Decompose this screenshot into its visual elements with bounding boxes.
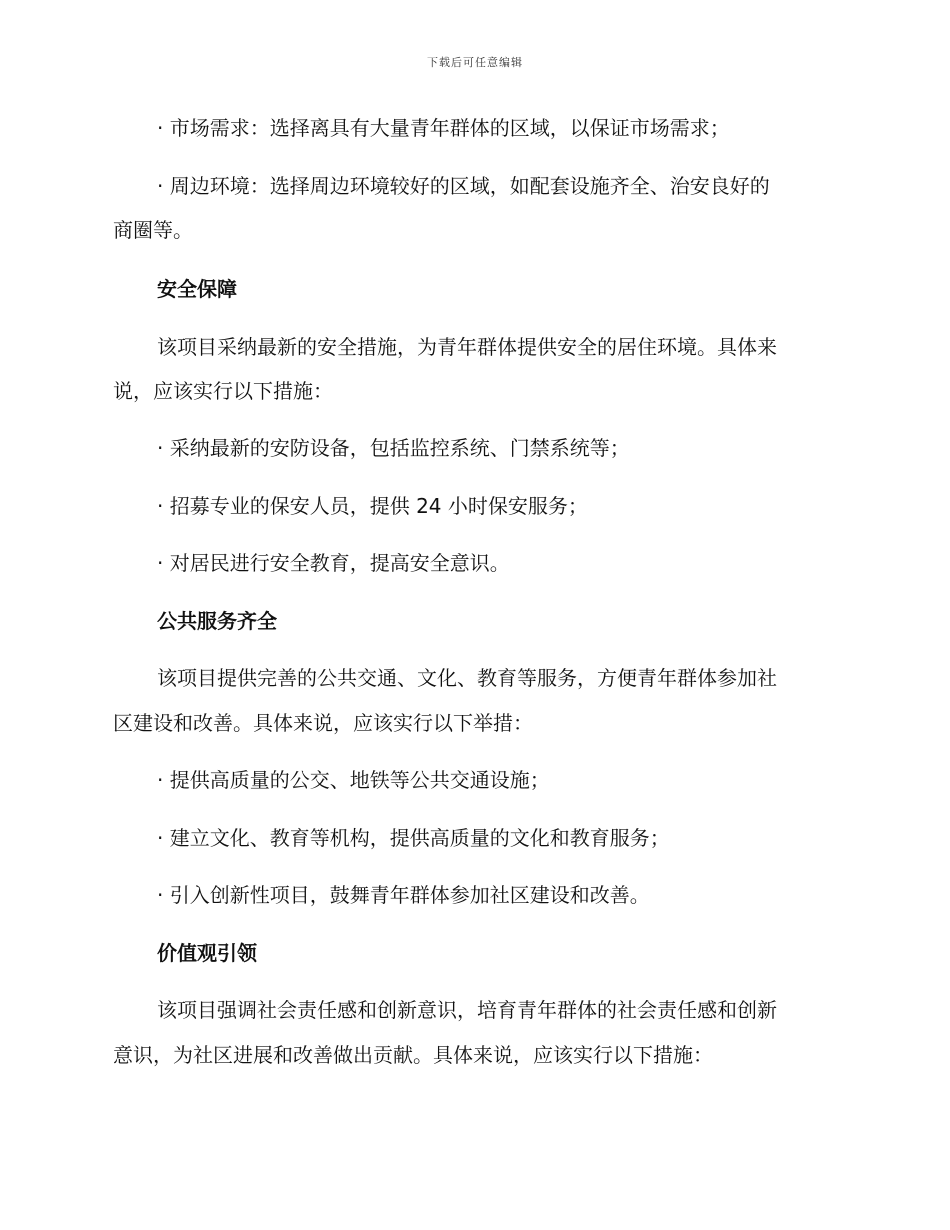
bullet-surroundings: · 周边环境：选择周边环境较好的区域，如配套设施齐全、治安良好的 xyxy=(157,174,770,198)
bullet-surroundings-cont: 商圈等。 xyxy=(113,218,193,242)
bullet-culture-education: · 建立文化、教育等机构，提供高质量的文化和教育服务； xyxy=(157,826,670,850)
header-note: 下载后可任意编辑 xyxy=(427,56,523,69)
bullet-transport: · 提供高质量的公交、地铁等公共交通设施； xyxy=(157,768,550,792)
bullet-security-staff: · 招募专业的保安人员，提供 24 小时保安服务； xyxy=(157,494,588,518)
paragraph-public-services: 该项目提供完善的公共交通、文化、教育等服务，方便青年群体参加社 xyxy=(157,666,777,690)
bullet-innovation: · 引入创新性项目，鼓舞青年群体参加社区建设和改善。 xyxy=(157,883,650,907)
heading-values: 价值观引领 xyxy=(157,941,257,965)
paragraph-safety-cont: 说，应该实行以下措施： xyxy=(113,379,333,403)
paragraph-public-services-cont: 区建设和改善。具体来说，应该实行以下举措： xyxy=(113,711,533,735)
paragraph-values-cont: 意识，为社区进展和改善做出贡献。具体来说，应该实行以下措施： xyxy=(113,1043,713,1067)
paragraph-safety: 该项目采纳最新的安全措施，为青年群体提供安全的居住环境。具体来 xyxy=(157,335,777,359)
bullet-security-devices: · 采纳最新的安防设备，包括监控系统、门禁系统等； xyxy=(157,436,630,460)
paragraph-values: 该项目强调社会责任感和创新意识，培育青年群体的社会责任感和创新 xyxy=(157,998,777,1022)
heading-safety: 安全保障 xyxy=(157,277,237,301)
bullet-safety-education: · 对居民进行安全教育，提高安全意识。 xyxy=(157,551,510,575)
heading-public-services: 公共服务齐全 xyxy=(157,609,277,633)
bullet-market-demand: · 市场需求：选择离具有大量青年群体的区域，以保证市场需求； xyxy=(157,116,730,140)
